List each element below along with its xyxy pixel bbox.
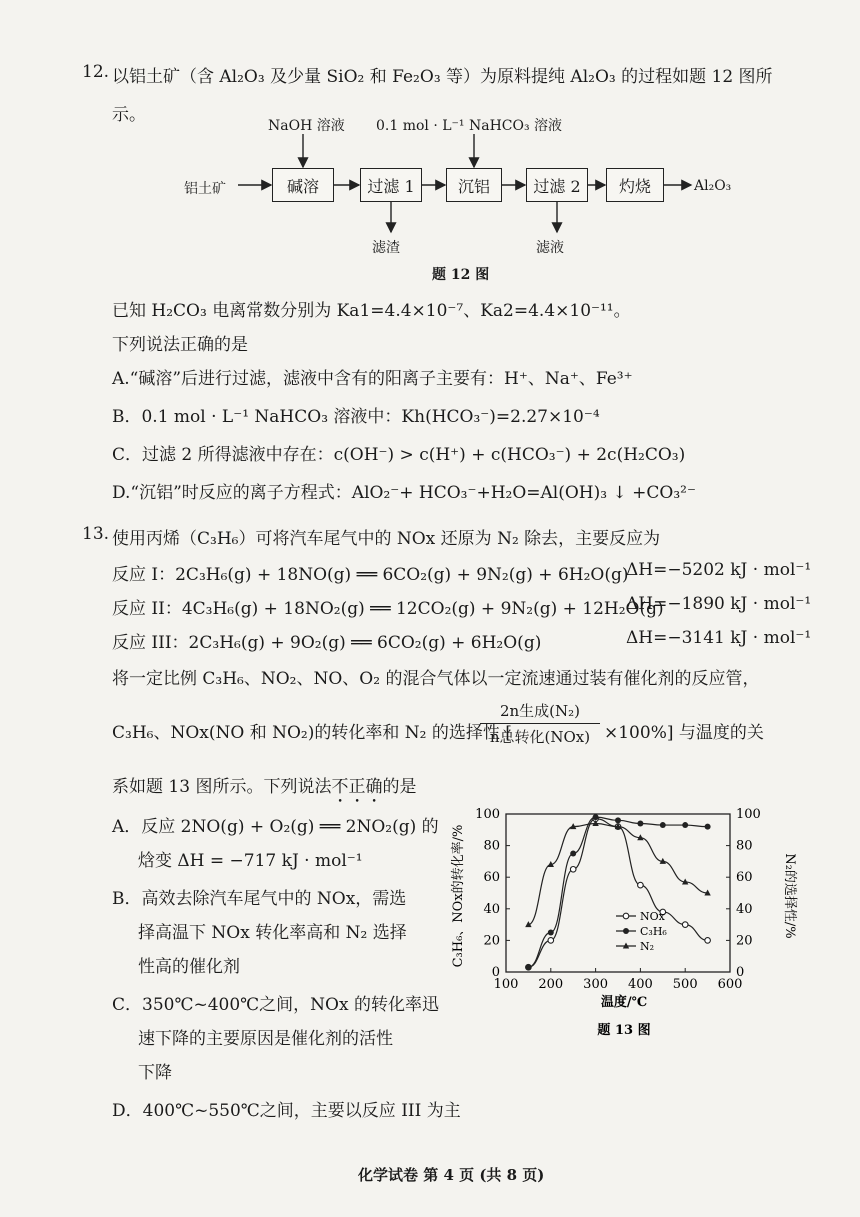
data-point-c3h6: [525, 964, 531, 970]
data-point-nox: [682, 922, 688, 928]
chart-ylabel-left: C₃H₆、NOx的转化率/%: [451, 824, 466, 968]
q13-reaction-1-dh: ΔH=−5202 kJ · mol⁻¹: [626, 560, 812, 580]
data-point-nox: [570, 867, 576, 873]
q13-option-b-line3: 性高的催化剂: [138, 957, 240, 977]
y-tick-label-right: 100: [736, 807, 761, 822]
q13-reaction-2: 反应 II：4C₃H₆(g) + 18NO₂(g) ══ 12CO₂(g) + 9N₂(g) + 12H₂O(g): [112, 599, 664, 619]
q13-option-a-line2: 焓变 ΔH = −717 kJ · mol⁻¹: [138, 851, 363, 871]
q13-stem-line4: [112, 772, 416, 807]
flow-output: Al₂O₃: [694, 178, 732, 194]
y-tick-label-right: 20: [736, 933, 753, 949]
flow-step-precipitate: 沉铝: [446, 168, 502, 202]
data-point-c3h6: [682, 822, 688, 828]
q12-option-d: D.“沉铝”时反应的离子方程式：AlO₂⁻+ HCO₃⁻+H₂O=Al(OH)₃ ↓ +CO₃²⁻: [112, 483, 696, 503]
q13-number: 13.: [82, 524, 110, 544]
flow-filtrate: 滤液: [536, 240, 564, 256]
x-tick-label: 400: [627, 977, 653, 992]
y-tick-label-right: 60: [736, 870, 753, 886]
data-point-c3h6: [615, 817, 621, 823]
legend-label-n2: N₂: [640, 940, 655, 953]
q13-chart: [440, 796, 800, 1046]
legend-marker-nox: [623, 913, 629, 919]
y-tick-label-right: 40: [736, 901, 753, 917]
y-tick-label-left: 60: [483, 870, 500, 886]
q13-stem-line1: 使用丙烯（C₃H₆）可将汽车尾气中的 NOx 还原为 N₂ 除去，主要反应为: [112, 529, 661, 549]
q13-fraction: [480, 700, 600, 747]
flow-input-naoh: NaOH 溶液: [268, 118, 345, 134]
q12-option-b: B．0.1 mol · L⁻¹ NaHCO₃ 溶液中：Kh(HCO₃⁻)=2.27×10⁻⁴: [112, 407, 600, 427]
q13-stem-line4-post: 的是: [382, 777, 417, 797]
x-tick-label: 200: [538, 977, 564, 992]
data-point-c3h6: [548, 930, 554, 936]
q13-option-c-line2: 速下降的主要原因是催化剂的活性: [138, 1029, 393, 1049]
legend-marker-c3h6: [623, 928, 629, 934]
q13-option-a-line1: A．反应 2NO(g) + O₂(g) ══ 2NO₂(g) 的: [112, 817, 439, 837]
flow-step-filter1: 过滤 1: [360, 168, 422, 202]
flow-step-calcine: 灼烧: [606, 168, 664, 202]
x-tick-label: 300: [583, 977, 609, 992]
flow-step-alkali: 碱溶: [272, 168, 334, 202]
data-point-c3h6: [637, 820, 643, 826]
q13-reaction-2-dh: ΔH=−1890 kJ · mol⁻¹: [626, 594, 812, 614]
x-tick-label: 600: [717, 977, 743, 992]
series-line-n2: [528, 823, 707, 924]
data-point-c3h6: [570, 851, 576, 857]
data-point-c3h6: [660, 822, 666, 828]
q13-stem-line3-pre: C₃H₆、NOx(NO 和 NO₂)的转化率和 N₂ 的选择性 [: [112, 723, 512, 743]
q12-option-c: C．过滤 2 所得滤液中存在：c(OH⁻) > c(H⁺) + c(HCO₃⁻) + 2c(H₂CO₃): [112, 445, 686, 465]
chart-legend: [616, 910, 667, 953]
flow-caption: 题 12 图: [432, 267, 490, 283]
data-point-c3h6: [593, 814, 599, 820]
x-tick-label: 500: [672, 977, 698, 992]
y-tick-label-left: 80: [483, 838, 500, 854]
data-point-c3h6: [705, 824, 711, 830]
data-point-nox: [548, 938, 554, 944]
chart-series: [525, 814, 711, 970]
q13-stem-line4-emph: 不正确: [331, 777, 383, 797]
q12-stem-line1: 以铝土矿（含 Al₂O₃ 及少量 SiO₂ 和 Fe₂O₃ 等）为原料提纯 Al₂O₃ 的过程如题 12 图所: [112, 67, 773, 87]
q13-reaction-1: 反应 I：2C₃H₆(g) + 18NO(g) ══ 6CO₂(g) + 9N₂(g) + 6H₂O(g): [112, 565, 629, 585]
q12-known: 已知 H₂CO₃ 电离常数分别为 Ka1=4.4×10⁻⁷、Ka2=4.4×10⁻¹¹。: [112, 301, 631, 321]
chart-ticks: [475, 807, 761, 992]
y-tick-label-right: 80: [736, 838, 753, 854]
q13-option-d-line1: D．400℃~550℃之间，主要以反应 III 为主: [112, 1101, 461, 1121]
y-tick-label-right: 0: [736, 965, 745, 980]
flow-input-nahco3: 0.1 mol · L⁻¹ NaHCO₃ 溶液: [376, 118, 563, 134]
chart-ylabel-right: N₂的选择性/%: [782, 853, 797, 939]
flow-start-label: 铝土矿: [184, 181, 226, 197]
q13-reaction-3-dh: ΔH=−3141 kJ · mol⁻¹: [626, 628, 812, 648]
page-footer: 化学试卷 第 4 页 (共 8 页): [358, 1166, 545, 1184]
chart-xlabel: 温度/℃: [600, 995, 648, 1010]
q13-reaction-3: 反应 III：2C₃H₆(g) + 9O₂(g) ══ 6CO₂(g) + 6H₂O(g): [112, 633, 542, 653]
y-tick-label-left: 0: [491, 965, 500, 980]
q12-stem-line2: 示。: [112, 105, 146, 125]
q13-option-b-line1: B．高效去除汽车尾气中的 NOx，需选: [112, 889, 407, 909]
q13-option-c-line3: 下降: [138, 1063, 172, 1083]
x-tick-label: 100: [493, 977, 519, 992]
series-line-nox: [528, 819, 707, 968]
flow-residue: 滤渣: [372, 240, 400, 256]
q12-prompt: 下列说法正确的是: [112, 335, 248, 355]
y-tick-label-left: 100: [475, 807, 500, 822]
q13-stem-line4-pre: 系如题 13 图所示。下列说法: [112, 777, 332, 797]
legend-label-c3h6: C₃H₆: [640, 925, 667, 938]
chart-caption: 题 13 图: [597, 1023, 651, 1038]
q13-option-b-line2: 择高温下 NOx 转化率高和 N₂ 选择: [138, 923, 407, 943]
flow-arrows: [0, 0, 860, 300]
q12-number: 12.: [82, 62, 110, 82]
q12-option-a: A.“碱溶”后进行过滤，滤液中含有的阳离子主要有：H⁺、Na⁺、Fe³⁺: [112, 369, 633, 389]
legend-label-nox: NOx: [640, 910, 665, 923]
flow-step-filter2: 过滤 2: [526, 168, 588, 202]
data-point-nox: [638, 882, 644, 888]
q13-stem-line2: 将一定比例 C₃H₆、NO₂、NO、O₂ 的混合气体以一定流速通过装有催化剂的反应管，: [112, 669, 760, 689]
q13-option-c-line1: C．350℃~400℃之间，NOx 的转化率迅: [112, 995, 439, 1015]
y-tick-label-left: 40: [483, 901, 500, 917]
series-line-c3h6: [528, 817, 707, 967]
q13-stem-line3-post: ×100%] 与温度的关: [604, 723, 764, 743]
y-tick-label-left: 20: [483, 933, 500, 949]
q13-fraction-denominator: n总转化(NOx): [480, 723, 600, 747]
q13-fraction-numerator: 2n生成(N₂): [499, 702, 581, 720]
data-point-nox: [705, 938, 711, 944]
